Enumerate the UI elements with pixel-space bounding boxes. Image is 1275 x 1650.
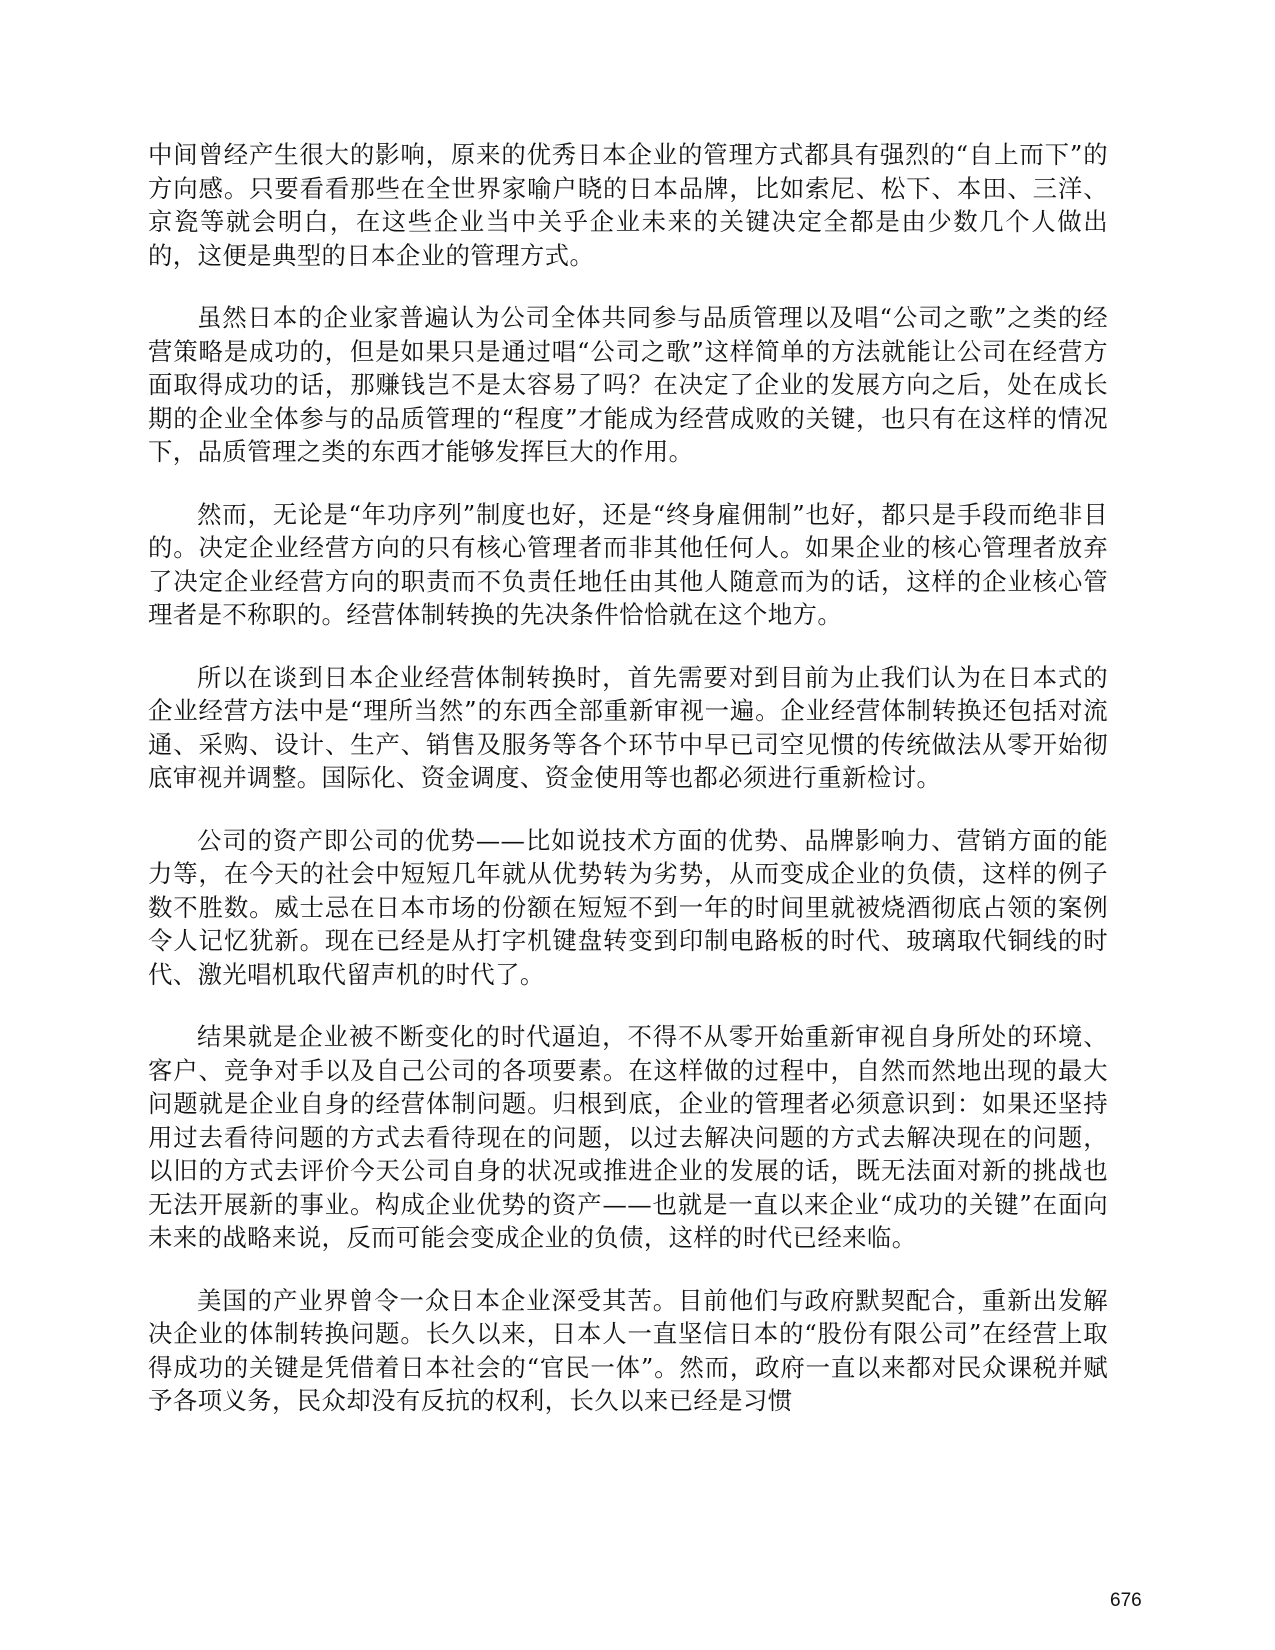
paragraph-3: 然而，无论是“年功序列”制度也好，还是“终身雇佣制”也好，都只是手段而绝非目的。决定企业经营方向的只有核心管理者而非其他任何人。如果企业的核心管理者放弃了决定企业经营方向的职责而不负责任地任由其他人随意而为的话，这样的企业核心管理者是不称职的。经营体制转换的先决条件恰恰就在这个地方。 (148, 499, 1108, 629)
page-number: 676 (1110, 1590, 1142, 1611)
page-body (148, 138, 1108, 1447)
paragraph-4: 所以在谈到日本企业经营体制转换时，首先需要对到目前为止我们认为在日本式的企业经营方法中是“理所当然”的东西全部重新审视一遍。企业经营体制转换还包括对流通、采购、设计、生产、销售及服务等各个环节中早已司空见惯的传统做法从零开始彻底审视并调整。国际化、资金调度、资金使用等也都必须进行重新检讨。 (148, 662, 1108, 792)
paragraph-1: 中间曾经产生很大的影响，原来的优秀日本企业的管理方式都具有强烈的“自上而下”的方向感。只要看看那些在全世界家喻户晓的日本品牌，比如索尼、松下、本田、三洋、京瓷等就会明白，在这些企业当中关乎企业未来的关键决定全都是由少数几个人做出的，这便是典型的日本企业的管理方式。 (148, 140, 1108, 270)
paragraph-7: 美国的产业界曾令一众日本企业深受其苦。目前他们与政府默契配合，重新出发解决企业的体制转换问题。长久以来，日本人一直坚信日本的“股份有限公司”在经营上取得成功的关键是凭借着日本社会的“官民一体”。然而，政府一直以来都对民众课税并赋予各项义务，民众却没有反抗的权利，长久以来已经是习惯 (148, 1285, 1108, 1415)
paragraph-2: 虽然日本的企业家普遍认为公司全体共同参与品质管理以及唱“公司之歌”之类的经营策略是成功的，但是如果只是通过唱“公司之歌”这样简单的方法就能让公司在经营方面取得成功的话，那赚钱岂不是太容易了吗？在决定了企业的发展方向之后，处在成长期的企业全体参与的品质管理的“程度”才能成为经营成败的关键，也只有在这样的情况下，品质管理之类的东西才能够发挥巨大的作用。 (148, 303, 1108, 466)
paragraph-5: 公司的资产即公司的优势——比如说技术方面的优势、品牌影响力、营销方面的能力等，在今天的社会中短短几年就从优势转为劣势，从而变成企业的负债，这样的例子数不胜数。威士忌在日本市场的份额在短短不到一年的时间里就被烧酒彻底占领的案例令人记忆犹新。现在已经是从打字机键盘转变到印制电路板的时代、玻璃取代铜线的时代、激光唱机取代留声机的时代了。 (148, 825, 1108, 989)
paragraph-6: 结果就是企业被不断变化的时代逼迫，不得不从零开始重新审视自身所处的环境、客户、竞争对手以及自己公司的各项要素。在这样做的过程中，自然而然地出现的最大问题就是企业自身的经营体制问题。归根到底，企业的管理者必须意识到：如果还坚持用过去看待问题的方式去看待现在的问题，以过去解决问题的方式去解决现在的问题，以旧的方式去评价今天公司自身的状况或推进企业的发展的话，既无法面对新的挑战也无法开展新的事业。构成企业优势的资产——也就是一直以来企业“成功的关键”在面向未来的战略来说，反而可能会变成企业的负债，这样的时代已经来临。 (148, 1022, 1108, 1252)
